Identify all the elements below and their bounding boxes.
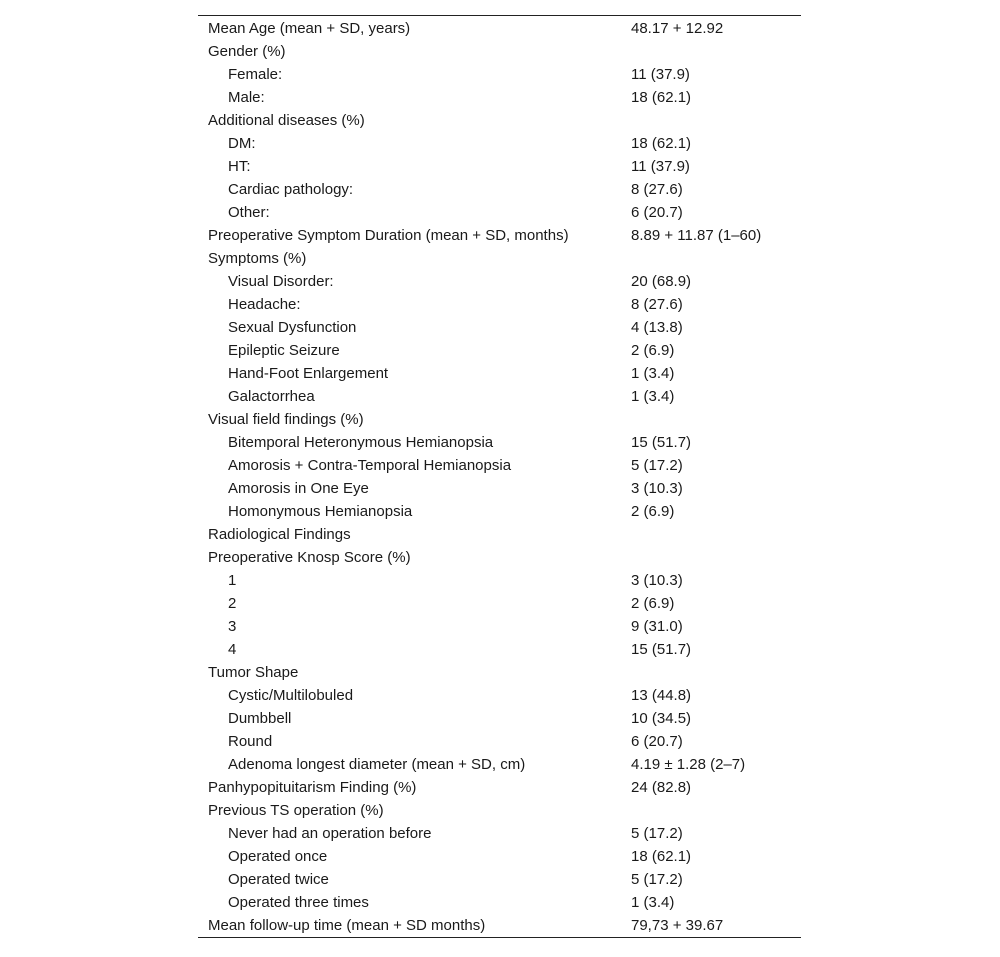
row-label: Additional diseases (%) — [208, 112, 365, 129]
row-value — [631, 661, 801, 684]
table-row — [198, 592, 801, 615]
table-row — [198, 569, 801, 592]
table-row — [198, 201, 801, 224]
row-value — [631, 546, 801, 569]
row-value — [631, 40, 801, 63]
row-value: 15 (51.7) — [631, 434, 692, 451]
table-row — [198, 247, 801, 270]
row-label: Dumbbell — [228, 710, 292, 727]
row-value: 11 (37.9) — [631, 158, 690, 175]
table-row — [198, 431, 801, 454]
row-value: 2 (6.9) — [631, 342, 675, 359]
table-row — [198, 63, 801, 86]
row-label: Tumor Shape — [208, 664, 299, 681]
table-row — [198, 316, 801, 339]
row-label: HT: — [228, 158, 251, 175]
row-value: 79,73 + 39.67 — [631, 917, 724, 934]
row-value: 15 (51.7) — [631, 641, 692, 658]
row-label: 1 — [228, 572, 237, 589]
row-value: 4 (13.8) — [631, 319, 683, 336]
table-row — [198, 339, 801, 362]
table-row — [198, 86, 801, 109]
row-label: Adenoma longest diameter (mean + SD, cm) — [228, 756, 526, 773]
row-value: 24 (82.8) — [631, 779, 692, 796]
row-label: Headache: — [228, 296, 301, 313]
row-value: 11 (37.9) — [631, 66, 690, 83]
row-label: DM: — [228, 135, 256, 152]
table-row — [198, 661, 801, 684]
row-label: Symptoms (%) — [208, 250, 307, 267]
row-value — [631, 408, 801, 431]
row-value — [631, 109, 801, 132]
table-row — [198, 730, 801, 753]
row-label: Preoperative Symptom Duration (mean + SD, months) — [208, 227, 569, 244]
row-value: 3 (10.3) — [631, 480, 683, 497]
row-value: 18 (62.1) — [631, 135, 692, 152]
row-value: 1 (3.4) — [631, 365, 675, 382]
row-value: 4.19 ± 1.28 (2–7) — [631, 756, 746, 773]
table-row — [198, 408, 801, 431]
row-label: Panhypopituitarism Finding (%) — [208, 779, 417, 796]
row-label: Male: — [228, 89, 265, 106]
row-label: Female: — [228, 66, 283, 83]
table-row — [198, 845, 801, 868]
row-label: Bitemporal Heteronymous Hemianopsia — [228, 434, 494, 451]
row-value: 1 (3.4) — [631, 388, 675, 405]
table-row — [198, 270, 801, 293]
row-label: Mean follow-up time (mean + SD months) — [208, 917, 486, 934]
row-label: Homonymous Hemianopsia — [228, 503, 413, 520]
row-label: Previous TS operation (%) — [208, 802, 384, 819]
row-label: Sexual Dysfunction — [228, 319, 357, 336]
row-label: Gender (%) — [208, 43, 286, 60]
table-row — [198, 155, 801, 178]
table-row — [198, 822, 801, 845]
row-value: 10 (34.5) — [631, 710, 692, 727]
data-table — [198, 16, 801, 937]
table-row — [198, 178, 801, 201]
table-row — [198, 891, 801, 914]
row-label: Visual field findings (%) — [208, 411, 364, 428]
row-label: Preoperative Knosp Score (%) — [208, 549, 411, 566]
row-value: 6 (20.7) — [631, 204, 683, 221]
row-label: 2 — [228, 595, 237, 612]
table-row — [198, 546, 801, 569]
row-value: 8.89 + 11.87 (1–60) — [631, 227, 762, 244]
table-bottom-rule — [198, 937, 801, 938]
row-value: 1 (3.4) — [631, 894, 675, 911]
table-row — [198, 40, 801, 63]
row-value: 5 (17.2) — [631, 871, 683, 888]
row-label: Never had an operation before — [228, 825, 432, 842]
row-value: 9 (31.0) — [631, 618, 683, 635]
row-label: Round — [228, 733, 273, 750]
row-label: Operated twice — [228, 871, 329, 888]
row-value — [631, 523, 801, 546]
table-row — [198, 362, 801, 385]
row-label: Galactorrhea — [228, 388, 315, 405]
row-value: 2 (6.9) — [631, 503, 675, 520]
table-row — [198, 753, 801, 776]
table-row — [198, 868, 801, 891]
table-row — [198, 477, 801, 500]
row-value: 48.17 + 12.92 — [631, 20, 724, 37]
table-row — [198, 500, 801, 523]
table-row — [198, 615, 801, 638]
row-label: Epileptic Seizure — [228, 342, 340, 359]
table-row — [198, 523, 801, 546]
table-row — [198, 914, 801, 937]
table-body — [198, 16, 801, 937]
row-label: Cystic/Multilobuled — [228, 687, 354, 704]
row-label: 3 — [228, 618, 237, 635]
row-label: Other: — [228, 204, 270, 221]
row-value: 6 (20.7) — [631, 733, 683, 750]
row-label: Mean Age (mean + SD, years) — [208, 20, 411, 37]
table-row — [198, 385, 801, 408]
row-label: Cardiac pathology: — [228, 181, 354, 198]
row-label: Amorosis + Contra-Temporal Hemianopsia — [228, 457, 512, 474]
characteristics-table — [198, 15, 801, 938]
row-value: 8 (27.6) — [631, 296, 683, 313]
row-value: 20 (68.9) — [631, 273, 692, 290]
table-row — [198, 638, 801, 661]
row-value: 5 (17.2) — [631, 457, 683, 474]
table-row — [198, 776, 801, 799]
row-label: Operated once — [228, 848, 328, 865]
row-label: Operated three times — [228, 894, 369, 911]
table-row — [198, 132, 801, 155]
table-row — [198, 109, 801, 132]
table-row — [198, 454, 801, 477]
row-value: 5 (17.2) — [631, 825, 683, 842]
table-row — [198, 684, 801, 707]
row-label: Visual Disorder: — [228, 273, 334, 290]
table-row — [198, 224, 801, 247]
row-label: Hand-Foot Enlargement — [228, 365, 389, 382]
row-value — [631, 247, 801, 270]
row-value: 18 (62.1) — [631, 89, 692, 106]
row-value: 18 (62.1) — [631, 848, 692, 865]
table-row — [198, 707, 801, 730]
row-label: Amorosis in One Eye — [228, 480, 369, 497]
row-value: 8 (27.6) — [631, 181, 683, 198]
row-value: 2 (6.9) — [631, 595, 675, 612]
row-label: Radiological Findings — [208, 526, 351, 543]
row-label: 4 — [228, 641, 237, 658]
table-row — [198, 799, 801, 822]
row-value — [631, 799, 801, 822]
table-row — [198, 16, 801, 40]
row-value: 13 (44.8) — [631, 687, 692, 704]
table-row — [198, 293, 801, 316]
row-value: 3 (10.3) — [631, 572, 683, 589]
